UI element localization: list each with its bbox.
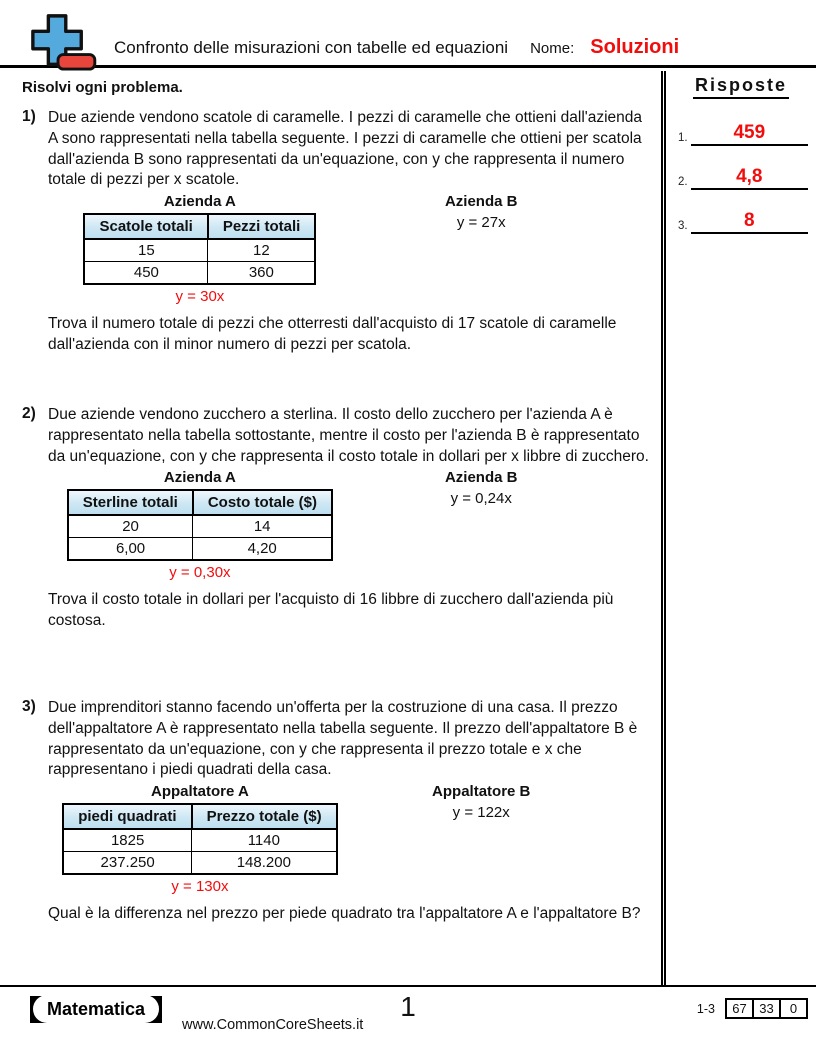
table-header-row — [84, 214, 315, 239]
name-label: Nome: — [530, 40, 575, 57]
answer-item-1 — [678, 123, 808, 146]
table-header-cell: Prezzo totale ($) — [192, 804, 337, 829]
table-cell: 148.200 — [192, 852, 337, 875]
answer-value: 4,8 — [736, 165, 763, 187]
footer — [0, 985, 816, 1056]
score-box: 33 — [752, 998, 781, 1019]
content — [0, 71, 816, 985]
answer-item-3 — [678, 211, 808, 234]
answer-number: 1. — [678, 131, 688, 144]
website-url: www.CommonCoreSheets.it — [182, 1017, 364, 1033]
company-b-equation: y = 0,24x — [450, 490, 512, 508]
solution-equation: y = 30x — [175, 288, 225, 306]
solution-equation: y = 0,30x — [169, 564, 231, 582]
table-cell: 450 — [84, 262, 207, 285]
table-cell: 12 — [208, 239, 316, 262]
table-cell: 1140 — [192, 829, 337, 852]
answer-item-2 — [678, 167, 808, 190]
data-table — [62, 803, 337, 875]
problems-column — [0, 71, 666, 985]
page-number: 1 — [400, 991, 416, 1022]
page-title: Confronto delle misurazioni con tabelle ed equazioni — [114, 38, 509, 57]
problem-question: Trova il costo totale in dollari per l'acquisto di 16 libbre di zucchero dall'azienda più costosa. — [48, 591, 614, 630]
table-row — [68, 515, 332, 538]
table-row — [63, 852, 336, 875]
table-row — [63, 829, 336, 852]
brand-label: Matematica — [33, 995, 159, 1023]
problem-1 — [22, 108, 653, 405]
table-header-cell: Scatole totali — [84, 214, 207, 239]
answer-line — [691, 123, 808, 146]
company-a-title: Azienda A — [163, 193, 236, 211]
table-cell: 20 — [68, 515, 193, 538]
answer-value: 459 — [733, 122, 766, 143]
data-table — [83, 213, 316, 285]
problem-text: Due aziende vendono scatole di caramelle. I pezzi di caramelle che ottieni dall'azienda A sono rappresentati nella tabella seguente. I pezzi di caramelle che ottieni per scatola dall'azienda B sono rappresentati da un'equazione, con y che rappresenta il numero totale di pezzi per x scatole. — [48, 109, 643, 189]
table-row — [84, 239, 315, 262]
answers-column — [666, 71, 816, 985]
table-header-row — [63, 804, 336, 829]
table-cell: 4,20 — [193, 538, 332, 561]
company-a-title: Azienda A — [163, 469, 236, 487]
score-box: 67 — [725, 998, 754, 1019]
contractor-b-title: Appaltatore B — [432, 783, 531, 801]
table-cell: 237.250 — [63, 852, 191, 875]
table-cell: 360 — [208, 262, 316, 285]
table-header-cell: Pezzi totali — [208, 214, 316, 239]
table-cell: 14 — [193, 515, 332, 538]
instruction-text: Risolvi ogni problema. — [22, 79, 183, 96]
problem-text: Due imprenditori stanno facendo un'offerta per la costruzione di una casa. Il prezzo dell'appaltatore A è rappresentato nella tabella seguente. Il prezzo dell'appaltatore B è rappresentato da un'equazione, con y che rappresenta il prezzo totale e x che rappresentano i piedi quadrati della casa. — [48, 699, 638, 779]
contractor-a-title: Appaltatore A — [151, 783, 249, 801]
answer-line — [691, 211, 808, 234]
answer-line — [691, 167, 808, 190]
table-header-cell: Costo totale ($) — [193, 490, 332, 515]
answer-number: 2. — [678, 175, 688, 188]
problem-3 — [22, 698, 653, 925]
problem-number: 1) — [22, 108, 36, 125]
name-value-solutions: Soluzioni — [590, 36, 680, 58]
problem-number: 2) — [22, 405, 36, 422]
header — [0, 0, 816, 68]
company-b-title: Azienda B — [444, 193, 518, 211]
table-cell: 15 — [84, 239, 207, 262]
problem-range: 1-3 — [696, 1001, 715, 1016]
data-table — [67, 489, 333, 561]
problem-number: 3) — [22, 698, 36, 715]
company-b-equation: y = 27x — [456, 214, 506, 232]
answers-title: Risposte — [693, 75, 789, 99]
table-header-cell: piedi quadrati — [63, 804, 191, 829]
answer-value: 8 — [744, 209, 755, 231]
company-b-title: Azienda B — [444, 469, 518, 487]
problem-question: Trova il numero totale di pezzi che otterresti dall'acquisto di 17 scatole di caramelle dall'azienda con il minor numero di pezzi per scatola. — [48, 315, 617, 353]
table-cell: 1825 — [63, 829, 191, 852]
table-header-row — [68, 490, 332, 515]
table-header-cell: Sterline totali — [68, 490, 193, 515]
solution-equation: y = 130x — [171, 878, 229, 896]
plus-minus-logo-icon — [20, 12, 98, 77]
table-row — [68, 538, 332, 561]
problem-question: Qual è la differenza nel prezzo per piede quadrato tra l'appaltatore A e l'appaltatore B? — [48, 905, 641, 923]
problem-range-and-scores — [697, 998, 808, 1019]
problem-2 — [22, 405, 653, 698]
table-cell: 6,00 — [68, 538, 193, 561]
contractor-b-equation: y = 122x — [452, 804, 510, 822]
score-box: 0 — [779, 998, 808, 1019]
problem-text: Due aziende vendono zucchero a sterlina. Il costo dello zucchero per l'azienda A è rappresentato nella tabella sottostante, mentre il costo per l'azienda B è rappresentato da un'equazione, con y che rappresenta il costo totale in dollari per x libbre di zucchero. — [48, 406, 649, 465]
answer-number: 3. — [678, 219, 688, 232]
table-row — [84, 262, 315, 285]
